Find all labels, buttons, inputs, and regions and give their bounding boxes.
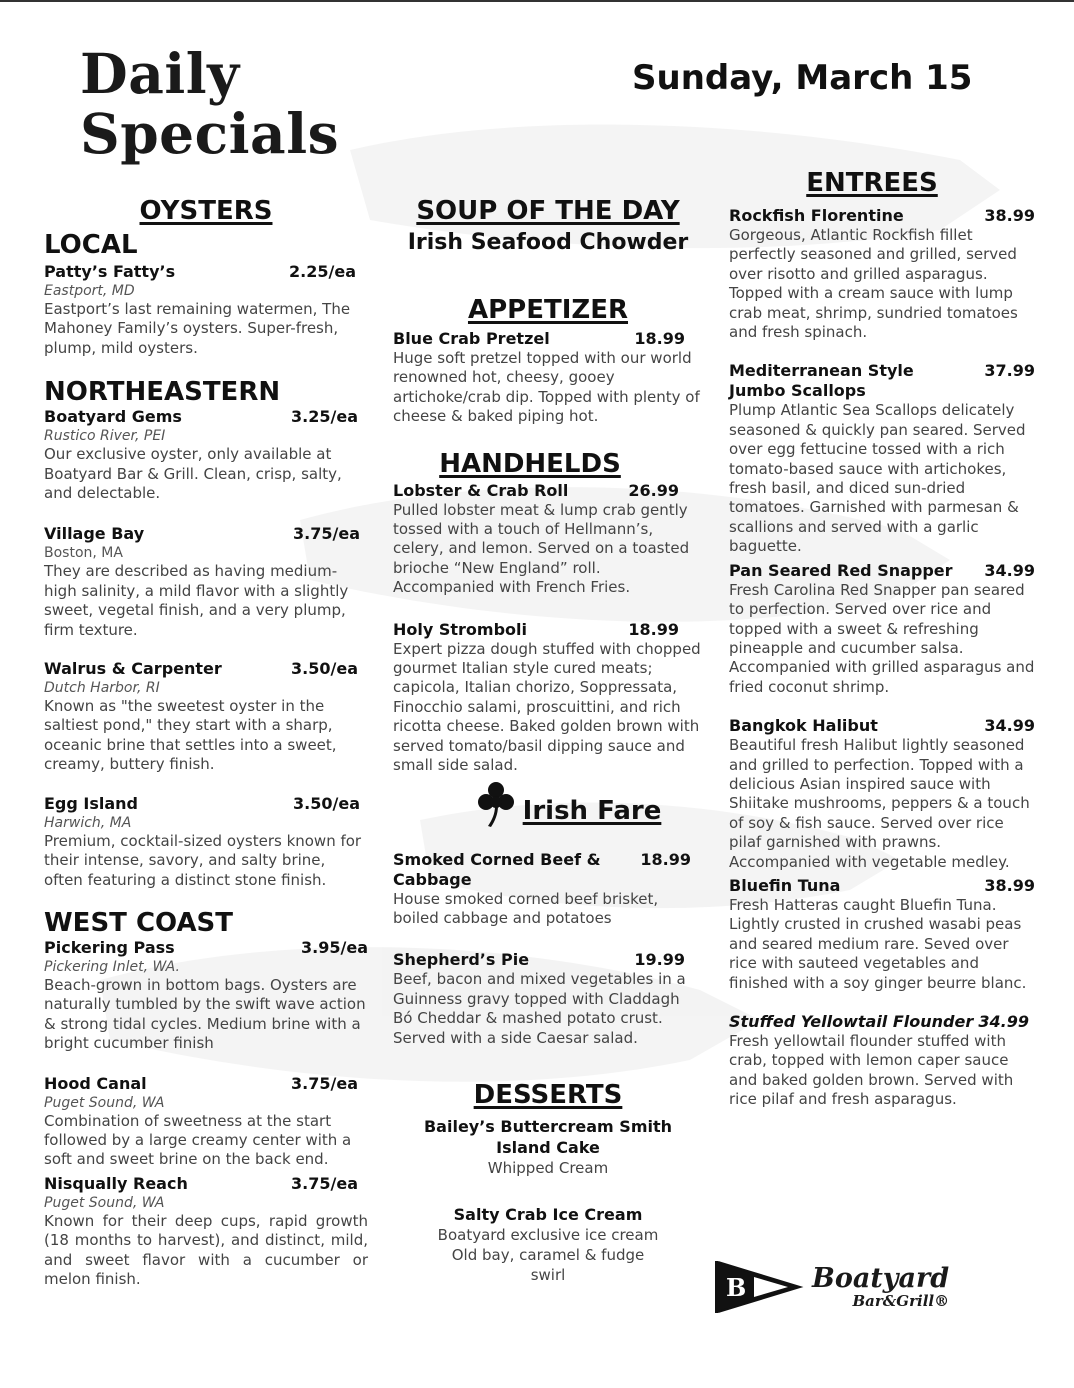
item-name: Walrus & Carpenter (44, 659, 222, 679)
item-description: They are described as having medium-high salinity, a mild flavor with a slightly sweet, vegetal finish, and a very plump, firm texture. (44, 562, 349, 639)
item-name: Blue Crab Pretzel (393, 329, 550, 348)
menu-item (44, 262, 368, 358)
item-name: Hood Canal (44, 1073, 147, 1093)
appetizer-heading: APPETIZER (467, 295, 629, 325)
item-description: Fresh Carolina Red Snapper pan seared to perfection. Served over rice and topped with a sweet & refreshing pineapple and cucumber salsa. Accompanied with grilled asparagus and fried coconut shrimp. (729, 580, 1035, 696)
dessert-item (393, 1116, 703, 1178)
item-name: Shepherd’s Pie (393, 950, 530, 970)
item-name: Patty’s Fatty’s (44, 262, 176, 281)
local-subheading: LOCAL (44, 230, 138, 260)
item-price: 18.99 (628, 619, 679, 639)
shamrock-icon (475, 780, 517, 828)
menu-item (393, 620, 703, 776)
menu-item (729, 876, 1035, 993)
dessert-item (393, 1204, 703, 1285)
item-description: Whipped Cream (487, 1158, 609, 1177)
item-description: House smoked corned beef brisket, boiled cabbage and potatoes (393, 889, 659, 927)
irish-fare-header (433, 780, 703, 828)
menu-item (44, 1174, 368, 1290)
item-description: Eastport’s last remaining watermen, The Mahoney Family’s oysters. Super-fresh, plump, mild oysters. (44, 300, 351, 357)
item-name: Bangkok Halibut (729, 716, 878, 736)
item-origin: Harwich, MA (44, 814, 132, 831)
item-description: Beautiful fresh Halibut lightly seasoned and grilled to perfection. Topped with a delicious Asian inspired sauce with Shiitake mushrooms, peppers & a touch of soy & fish sauce. Served over rice pilaf garnished with prawns. Accompanied with vegetable medley. (729, 736, 1030, 871)
item-origin: Puget Sound, WA (44, 1194, 165, 1211)
item-price: 3.75/ea (293, 524, 360, 544)
item-description: Expert pizza dough stuffed with chopped gourmet Italian style cured meats; capicola, Italian chorizo, Soppressata, Finocchio salami, proscuittini, and rich ricotta cheese. Baked golden brown with served tomato/basil dipping sauce and small side salad. (393, 639, 701, 775)
item-origin: Pickering Inlet, WA. (44, 958, 180, 975)
menu-item (393, 950, 703, 1048)
item-description: Gorgeous, Atlantic Rockfish fillet perfectly seasoned and grilled, served over risotto and grilled asparagus. Topped with a cream sauce with lump crab meat, shrimp, sundried tomatoes and fresh spinach. (729, 226, 1018, 342)
item-price: 18.99 (634, 329, 685, 348)
item-name: Bailey’s Buttercream Smith Island Cake (423, 1116, 673, 1157)
item-origin: Dutch Harbor, RI (44, 680, 160, 697)
menu-item (44, 938, 368, 1054)
item-price: 34.99 (984, 560, 1035, 580)
menu-item (729, 206, 1035, 342)
item-description: Known for their deep cups, rapid growth (18 months to harvest), and distinct, mild, and sweet flavor with a cucumber or melon finish. (44, 1211, 368, 1288)
item-description: Premium, cocktail-sized oysters known for their intense, savory, and salty brine, often featuring a distinct stone finish. (44, 831, 362, 889)
logo-name: Boatyard (812, 1263, 950, 1294)
item-description: Beach-grown in bottom bags. Oysters are naturally tumbled by the swift wave action & strong tidal cycles. Medium brine with a bright cucumber finish (44, 975, 366, 1053)
oysters-heading: OYSTERS (139, 196, 273, 226)
menu-item (393, 329, 703, 427)
entrees-column (729, 168, 1035, 1110)
item-price: 3.75/ea (291, 1173, 358, 1193)
item-name: Pickering Pass (44, 937, 175, 957)
item-price: 37.99 (984, 361, 1035, 381)
item-price: 3.25/ea (291, 407, 358, 427)
item-name: Rockfish Florentine (729, 206, 904, 225)
menu-item (44, 407, 368, 503)
item-name: Bluefin Tuna (729, 875, 841, 895)
menu-item (44, 1074, 368, 1170)
item-description: Boatyard exclusive ice cream Old bay, caramel & fudge swirl (437, 1225, 659, 1284)
item-price: 3.50/ea (293, 793, 360, 813)
pennant-flag-icon (714, 1259, 804, 1315)
menu-item (729, 1012, 1035, 1110)
item-description: Pulled lobster meat & lump crab gently tossed with a touch of Hellmann’s, celery, and lemon. Served on a toasted brioche “New England” roll. Accompanied with French Fries. (393, 500, 690, 597)
menu-item (729, 716, 1035, 872)
item-description: Plump Atlantic Sea Scallops delicately seasoned & quickly pan seared. Served over egg fettucine tossed with a rich tomato-based sauce with artichokes, fresh basil, and diced sun-dried tomatoes. Garnished with parmesan & scallions and served with a garlic baguette. (729, 401, 1026, 556)
menu-item (729, 361, 1035, 556)
top-border (0, 0, 1074, 2)
item-name: Pan Seared Red Snapper (729, 560, 953, 580)
item-price: 3.50/ea (291, 659, 358, 679)
item-name: Boatyard Gems (44, 407, 182, 427)
item-price: 18.99 (640, 849, 691, 869)
boatyard-logo (714, 1258, 994, 1316)
menu-item (393, 481, 703, 598)
irish-fare-heading: Irish Fare (522, 795, 662, 826)
logo-badge-letter: B (726, 1273, 747, 1302)
item-name: Holy Stromboli (393, 619, 528, 639)
item-price: 34.99 (978, 1012, 1029, 1031)
item-description: Known as "the sweetest oyster in the saltiest pond," they start with a sharp, oceanic brine that settles into a sweet, creamy, buttery finish. (44, 697, 337, 774)
item-name: Stuffed Yellowtail Flounder (729, 1012, 974, 1031)
item-price: 3.95/ea (301, 937, 368, 957)
item-name: Smoked Corned Beef & Cabbage (393, 849, 601, 889)
item-price: 38.99 (984, 875, 1035, 895)
item-name: Egg Island (44, 793, 139, 813)
item-price: 3.75/ea (291, 1073, 358, 1093)
center-column (393, 196, 703, 1285)
soup-name: Irish Seafood Chowder (407, 230, 689, 255)
item-name: Nisqually Reach (44, 1173, 188, 1193)
item-price: 2.25/ea (289, 262, 356, 281)
item-name: Salty Crab Ice Cream (453, 1204, 643, 1224)
title-line-1: Daily (80, 41, 240, 106)
item-description: Fresh yellowtail flounder stuffed with crab, topped with lemon caper sauce and baked golden brown. Served with rice pilaf and fresh asparagus. (729, 1032, 1014, 1109)
item-origin: Puget Sound, WA (44, 1094, 165, 1111)
menu-item (44, 794, 368, 890)
soup-heading: SOUP OF THE DAY (416, 196, 680, 226)
oysters-column (44, 196, 368, 1289)
west-coast-subheading: WEST COAST (44, 907, 234, 938)
title-line-2: Specials (80, 101, 340, 166)
handhelds-heading: HANDHELDS (439, 448, 621, 479)
menu-item (729, 561, 1035, 697)
item-description: Our exclusive oyster, only available at Boatyard Bar & Grill. Clean, crisp, salty, and delectable. (44, 445, 342, 503)
item-price: 34.99 (984, 716, 1035, 736)
page-title (80, 41, 500, 166)
item-name: Lobster & Crab Roll (393, 480, 569, 500)
item-price: 19.99 (634, 950, 685, 970)
menu-date: Sunday, March 15 (632, 58, 973, 98)
item-name: Mediterranean Style Jumbo Scallops (729, 361, 914, 401)
menu-item (393, 850, 703, 929)
item-description: Fresh Hatteras caught Bluefin Tuna. Lightly crusted in crushed wasabi peas and seared medium rare. Seved over rice with sauteed vegetables and finished with a soy ginger beurre blanc. (729, 895, 1027, 992)
item-origin: Rustico River, PEI (44, 428, 166, 445)
item-price: 26.99 (628, 480, 679, 500)
item-description: Beef, bacon and mixed vegetables in a Guinness gravy topped with Claddagh Bó Cheddar & mashed potato crust. Served with a side Caesar salad. (393, 970, 686, 1047)
desserts-heading: DESSERTS (473, 1079, 623, 1110)
menu-item (44, 659, 368, 775)
item-name: Village Bay (44, 524, 145, 544)
northeastern-subheading: NORTHEASTERN (44, 377, 281, 408)
item-price: 38.99 (984, 206, 1035, 225)
logo-subname: Bar&Grill® (852, 1292, 950, 1310)
menu-item (44, 524, 368, 640)
entrees-heading: ENTREES (806, 168, 938, 198)
item-origin: Eastport, MD (44, 283, 135, 299)
item-description: Huge soft pretzel topped with our world renowned hot, cheesy, gooey artichoke/crab dip. Topped with plenty of cheese & baked piping hot. (393, 349, 700, 426)
item-description: Combination of sweetness at the start followed by a large creamy center with a soft and sweet brine on the back end. (44, 1111, 352, 1169)
item-origin: Boston, MA (44, 545, 123, 562)
